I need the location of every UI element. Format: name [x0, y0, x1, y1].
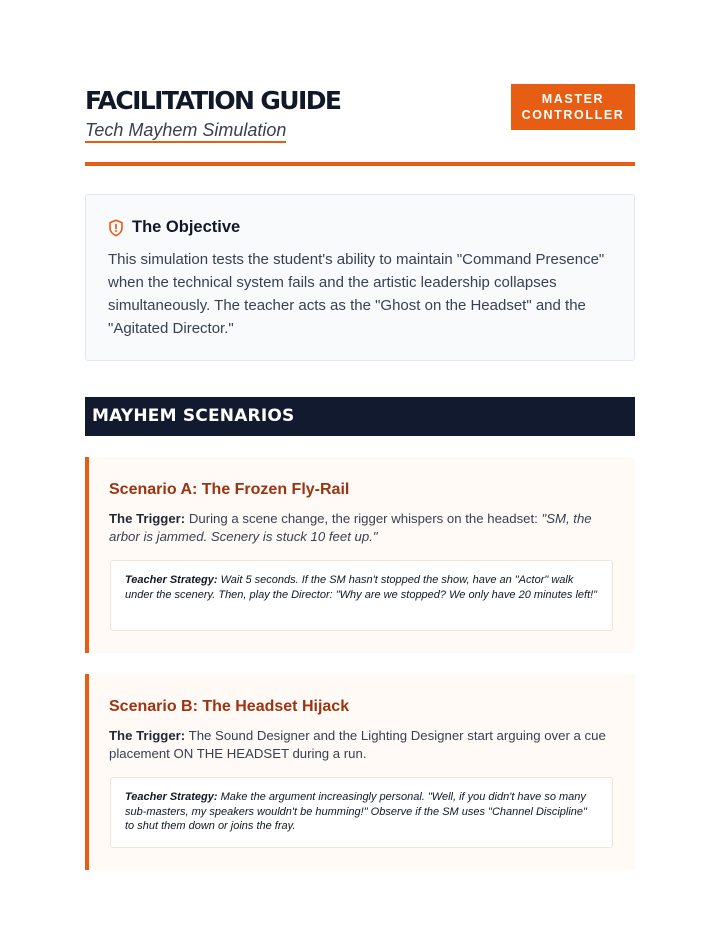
- trigger-text: During a scene change, the rigger whispers on the headset:: [188, 511, 538, 526]
- trigger-label: The Trigger:: [109, 511, 186, 526]
- teacher-strategy-box: [110, 777, 613, 848]
- page-subtitle: Tech Mayhem Simulation: [85, 119, 286, 143]
- objective-card: [85, 194, 635, 361]
- trigger-quote: "SM, the arbor is jammed. Scenery is stuck 10 feet up.": [109, 511, 592, 544]
- scenario-title: Scenario A: The Frozen Fly-Rail: [109, 481, 350, 498]
- scenario-card-b: [85, 674, 635, 870]
- objective-body: This simulation tests the student's ability to maintain "Command Presence" when the technical system fails and the artistic leadership collapses simultaneously. The teacher acts as the "Ghost on the Headset" and the "Agitated Director.": [108, 251, 605, 337]
- trigger-text: The Sound Designer and the Lighting Designer start arguing over a cue placement ON THE HEADSET during a run.: [109, 728, 606, 761]
- teacher-strategy-box: [110, 560, 613, 631]
- page-title: FACILITATION GUIDE: [85, 86, 341, 115]
- shield-alert-icon: [108, 219, 124, 237]
- scenario-trigger: [109, 727, 614, 763]
- master-controller-badge: MASTER CONTROLLER: [511, 84, 635, 130]
- strategy-label: Teacher Strategy:: [125, 791, 218, 803]
- scenario-trigger: [109, 510, 614, 546]
- facilitation-guide-page: [85, 84, 635, 832]
- trigger-label: The Trigger:: [109, 728, 186, 743]
- scenario-card-a: [85, 457, 635, 653]
- objective-title: The Objective: [132, 218, 241, 236]
- strategy-label: Teacher Strategy:: [125, 574, 218, 586]
- objective-heading: [108, 218, 240, 237]
- strategy-text: Wait 5 seconds. If the SM hasn't stopped the show, have an "Actor" walk under the scenery. Then, play the Director: "Why are we stopped? We only have 20 minutes left!": [125, 574, 598, 601]
- mayhem-scenarios-heading: MAYHEM SCENARIOS: [85, 397, 635, 436]
- guide-header: [85, 84, 635, 166]
- strategy-text: Make the argument increasingly personal. "Well, if you didn't have so many sub-masters, my speakers wouldn't be humming!" Observe if the SM uses "Channel Discipline" to shut them down or joins the fray.: [125, 791, 587, 832]
- scenario-title: Scenario B: The Headset Hijack: [109, 698, 350, 715]
